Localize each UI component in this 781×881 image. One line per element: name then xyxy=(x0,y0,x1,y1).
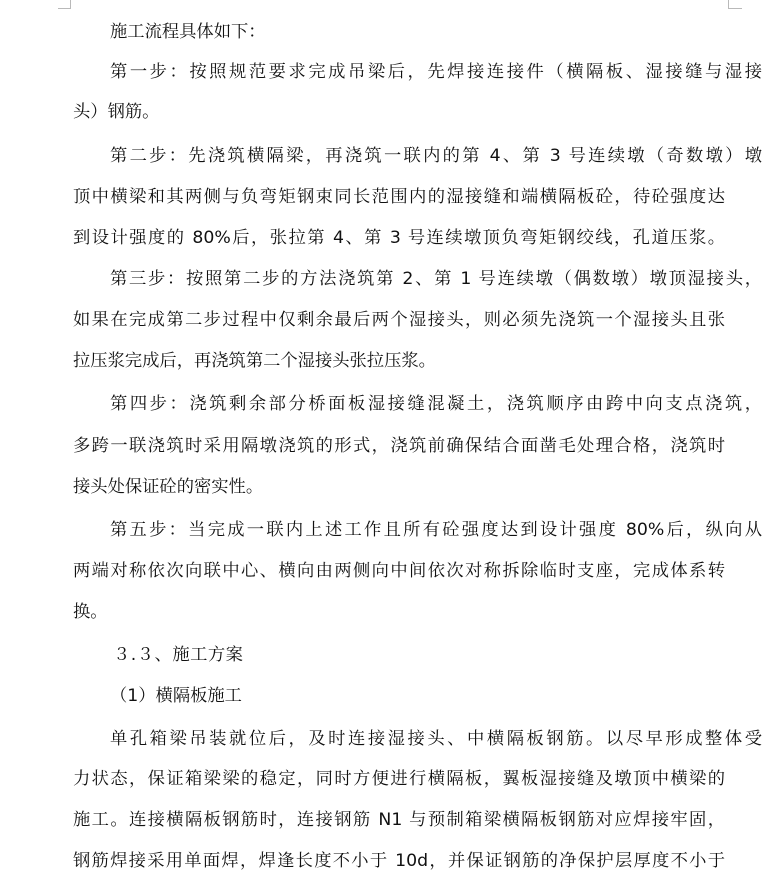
text-line: 接头处保证砼的密实性。 xyxy=(73,477,264,497)
text-line: 第一步：按照规范要求完成吊梁后，先焊接连接件（横隔板、湿接缝与湿接 xyxy=(110,62,762,82)
text-line: 施工。连接横隔板钢筋时，连接钢筋 N1 与预制箱梁横隔板钢筋对应焊接牢固， xyxy=(73,810,725,830)
text-line: 多跨一联浇筑时采用隔墩浇筑的形式，浇筑前确保结合面凿毛处理合格，浇筑时 xyxy=(73,436,725,456)
text-line: 第三步：按照第二步的方法浇筑第 2、第 1 号连续墩（偶数墩）墩顶湿接头， xyxy=(110,269,762,289)
text-line: 施工流程具体如下： xyxy=(110,22,266,42)
text-line: 如果在完成第二步过程中仅剩余最后两个湿接头，则必须先浇筑一个湿接头且张 xyxy=(73,310,725,330)
text-line: 单孔箱梁吊装就位后，及时连接湿接头、中横隔板钢筋。以尽早形成整体受 xyxy=(110,729,762,749)
text-line: 第二步：先浇筑横隔梁，再浇筑一联内的第 4、第 3 号连续墩（奇数墩）墩 xyxy=(110,146,762,166)
crop-mark-top-right-horizontal xyxy=(728,8,742,9)
subsection-heading: （1）横隔板施工 xyxy=(110,686,242,706)
text-line: 两端对称依次向联中心、横向由两侧向中间依次对称拆除临时支座，完成体系转 xyxy=(73,561,725,581)
text-line: 到设计强度的 80%后，张拉第 4、第 3 号连续墩顶负弯矩钢绞线，孔道压浆。 xyxy=(73,228,725,248)
text-line: 头）钢筋。 xyxy=(73,102,160,122)
text-line: 第四步：浇筑剩余部分桥面板湿接缝混凝土，浇筑顺序由跨中向支点浇筑， xyxy=(110,394,762,414)
text-line: 钢筋焊接采用单面焊，焊逢长度不小于 10d，并保证钢筋的净保护层厚度不小于 xyxy=(73,851,725,871)
text-line: 拉压浆完成后，再浇筑第二个湿接头张拉压浆。 xyxy=(73,351,436,371)
text-line: 第五步：当完成一联内上述工作且所有砼强度达到设计强度 80%后，纵向从 xyxy=(110,520,762,540)
text-line: 换。 xyxy=(73,602,108,622)
text-line: 力状态，保证箱梁梁的稳定，同时方便进行横隔板，翼板湿接缝及墩顶中横梁的 xyxy=(73,769,725,789)
crop-mark-top-left-horizontal xyxy=(58,8,71,9)
section-heading: ３.３、施工方案 xyxy=(113,645,244,665)
text-line: 顶中横梁和其两侧与负弯矩钢束同长范围内的湿接缝和端横隔板砼，待砼强度达 xyxy=(73,187,725,207)
